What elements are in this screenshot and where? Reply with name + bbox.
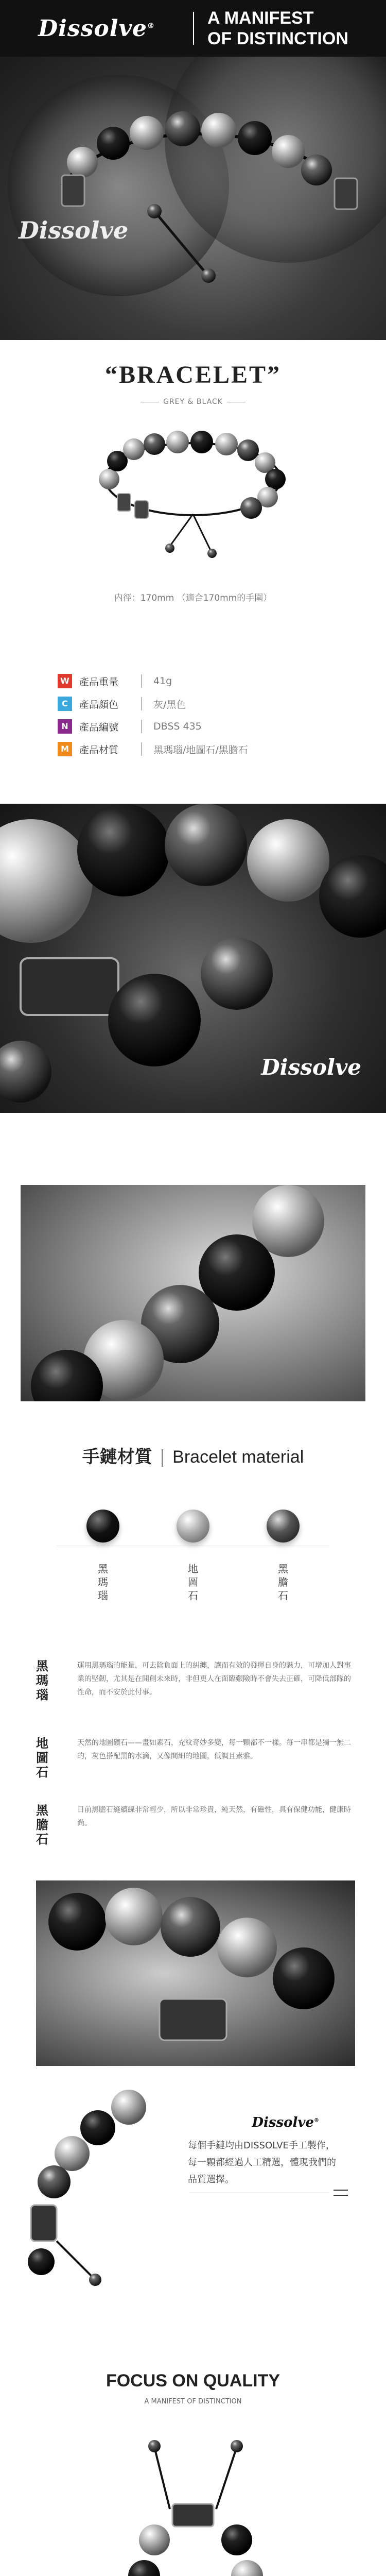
spec-key: 產品重量: [79, 676, 119, 688]
craft-brand-logo: Dissolve®: [252, 2115, 319, 2130]
craft-description: 每個手鏈均由DISSOLVE手工製作，每一顆都經過人工精選，體現我們的品質選擇。: [188, 2140, 336, 2185]
spec-separator: [141, 674, 142, 688]
material-badge-icon: M: [58, 742, 72, 756]
spec-row-color: [58, 692, 386, 715]
spec-value: DBSS 435: [153, 721, 202, 732]
product-bracelet-image: [0, 422, 386, 577]
stone-hematite: 黑膽石: [262, 1510, 304, 1602]
material-stones: [0, 1504, 386, 1659]
stone-map-stone: 地圖石: [172, 1510, 214, 1602]
closeup-bracelet-image-3: [36, 1880, 355, 2066]
desc-black-agate: 黑瑪瑙 運用黑瑪瑙的能量，可去除負面上的糾纏，讓而有效的發揮自身的魅力，可增加人對事業的堅韌，尤其是在開創未來時，非但更人在面臨艱險時不會失去正確，可降低部隊的性命，而不安於此付事。: [36, 1659, 351, 1702]
spec-key: 產品編號: [79, 721, 119, 733]
spec-table: [0, 670, 386, 804]
hero-banner: [0, 0, 386, 340]
closeup-photo-2: [21, 1185, 365, 1401]
material-header: [0, 1401, 386, 1504]
spec-row-material: [58, 738, 386, 760]
focus-subtitle: A MANIFEST OF DISTINCTION: [144, 2398, 242, 2405]
material-descriptions: [0, 1659, 386, 1880]
product-title: “BRACELET”: [104, 361, 282, 388]
hematite-icon: [267, 1510, 300, 1543]
spec-key: 產品顏色: [79, 699, 119, 710]
brand-logo: Dissolve®: [38, 15, 155, 42]
photo-watermark: Dissolve: [261, 1055, 361, 1080]
focus-title: FOCUS ON QUALITY: [106, 2371, 280, 2391]
spec-separator: [141, 697, 142, 710]
map-stone-icon: [177, 1510, 209, 1543]
hero-header: [0, 0, 386, 57]
hero-bracelet-illustration: [0, 57, 386, 340]
spec-value: 灰/黑色: [153, 699, 186, 710]
craft-section: [0, 2066, 386, 2354]
spec-value: 41g: [153, 675, 172, 687]
closeup-photo-3: [36, 1880, 355, 2066]
closeup-bracelet-image-2: [21, 1185, 365, 1401]
color-badge-icon: C: [58, 697, 72, 711]
hero-photo: [0, 57, 386, 340]
hero-watermark: Dissolve: [19, 216, 129, 244]
focus-section: [0, 2354, 386, 2576]
desc-map-stone: 地圖石 天然的地圖礦石——畫如素石，充紋奇妙多變，每一顆都不一樣。每一串都是獨一無二的，灰色搭配黑的水滴，又像間細的地圖，低調且素雅。: [36, 1736, 351, 1780]
spec-separator: [141, 720, 142, 733]
number-badge-icon: N: [58, 719, 72, 734]
spec-separator: [141, 742, 142, 756]
focus-bracelet-image: [0, 2427, 386, 2576]
spec-value: 黑瑪瑙/地圖石/黑膽石: [153, 744, 248, 756]
hero-slogan: A MANIFEST OF DISTINCTION: [207, 8, 348, 48]
spec-key: 產品材質: [79, 744, 119, 756]
stone-black-agate: 黑瑪瑙: [82, 1510, 124, 1602]
spacer: [0, 1113, 386, 1185]
spec-row-weight: [58, 670, 386, 692]
menu-icon: [334, 2190, 348, 2196]
product-title-section: [0, 340, 386, 670]
material-title: 手鏈材質 | Bracelet material: [82, 1447, 304, 1467]
closeup-photo-1: [0, 804, 386, 1113]
inner-size-note: 内徑：170mm （適合170mm的手圍）: [114, 593, 272, 603]
craft-bracelet-image: [5, 2087, 175, 2293]
desc-hematite: 黑膽石 日前黑膽石縫續線非常輕少，所以非常珍貴，純天然，有磁性，具有保健功能，健康時尚。: [36, 1803, 351, 1846]
weight-badge-icon: W: [58, 674, 72, 688]
spec-row-number: [58, 715, 386, 738]
product-subtitle: GREY & BLACK: [0, 398, 386, 406]
black-agate-icon: [86, 1510, 119, 1543]
